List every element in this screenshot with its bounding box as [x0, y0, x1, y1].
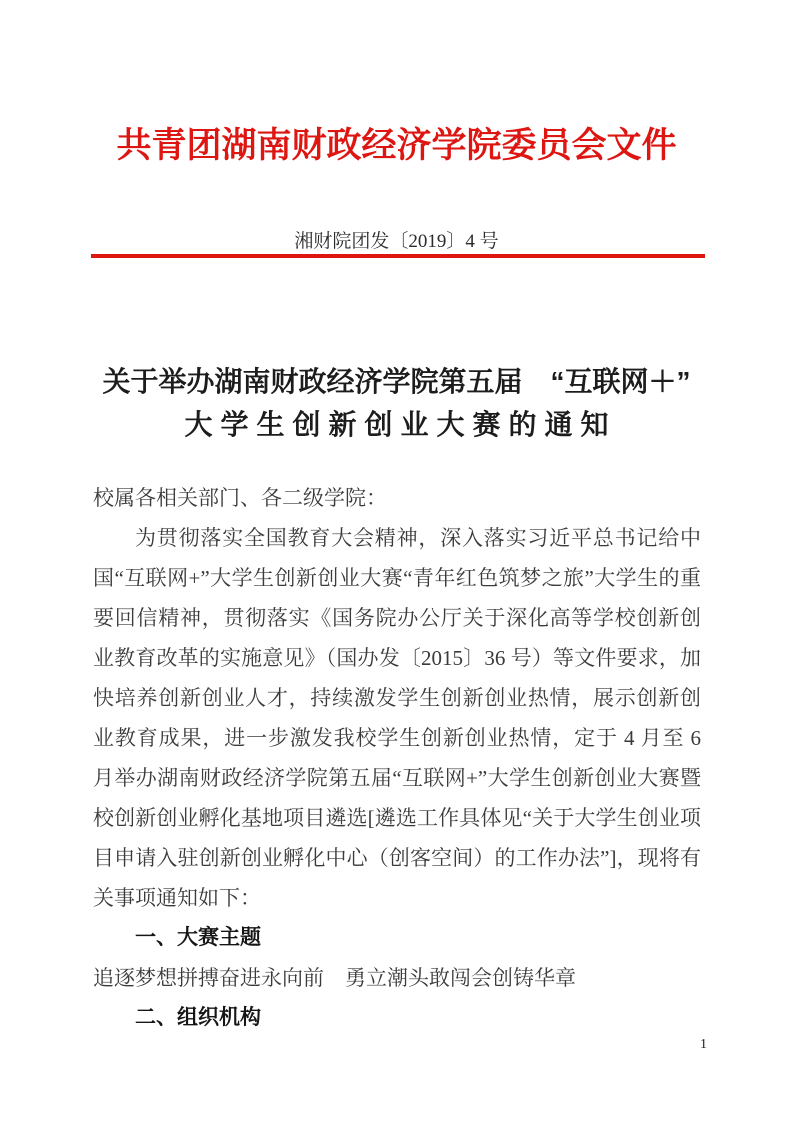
red-header-rule: [91, 254, 705, 258]
notice-title-line2: 大学生创新创业大赛的通知: [184, 409, 617, 440]
document-number: 湘财院团发〔2019〕4 号: [294, 231, 499, 252]
notice-title: [0, 360, 793, 446]
page-number: 1: [700, 1037, 707, 1052]
red-header-org-title: 共青团湖南财政经济学院委员会文件: [116, 126, 677, 165]
document-body: [93, 478, 701, 1038]
section-heading-1: 一、大赛主题: [135, 926, 261, 949]
salutation: 校属各相关部门、各二级学院：: [93, 486, 387, 510]
notice-title-line1: 关于举办湖南财政经济学院第五届 “互联网＋”: [102, 366, 691, 397]
competition-theme: 追逐梦想拼搏奋进永向前 勇立潮头敢闯会创铸华章: [93, 966, 576, 990]
section-heading-2: 二、组织机构: [135, 1006, 261, 1029]
intro-paragraph: 为贯彻落实全国教育大会精神，深入落实习近平总书记给中国“互联网+”大学生创新创业大赛“青年红色筑梦之旅”大学生的重要回信精神，贯彻落实《国务院办公厅关于深化高等学校创新创业教育改革的实施意见》（国办发〔2015〕36 号）等文件要求，加快培养创新创业人才，持续激发学生创新创业热情，展示创新创业教育成果，进一步激发我校学生创新创业热情，定于 4 月至 6 月举办湖南财政经济学院第五届“互联网+”大学生创新创业大赛暨校创新创业孵化基地项目遴选[遴选工作具体见“关于大学生创业项目申请入驻创新创业孵化中心（创客空间）的工作办法”]，现将有关事项通知如下：: [93, 526, 701, 910]
